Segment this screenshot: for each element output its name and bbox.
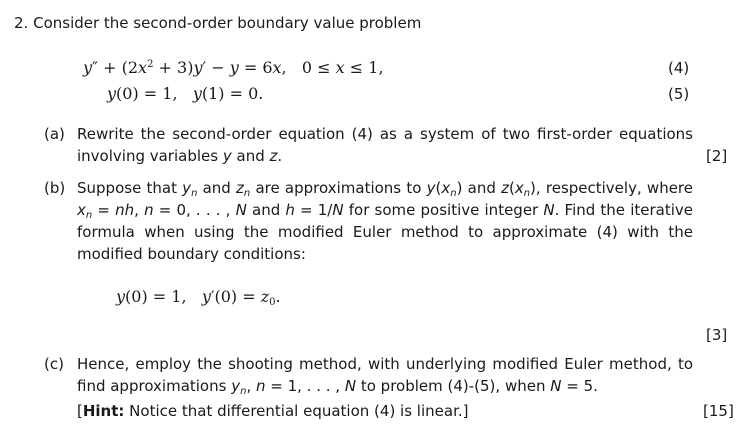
part-c-hint: [Hint: Notice that differential equation (4) is linear.]	[77, 402, 469, 420]
equation-label-5: (5)	[668, 85, 690, 103]
equation-label-4: (4)	[668, 59, 690, 77]
part-c-label: (c)	[44, 355, 64, 373]
part-b-marks: [3]	[706, 326, 728, 344]
part-a-label: (a)	[44, 125, 65, 143]
part-b-label: (b)	[44, 179, 66, 197]
part-c-text: Hence, employ the shooting method, with underlying modified Euler method, to find approximations $y_n$, n = 1, . . . , N to problem (4)-(5), when N = 5.	[77, 355, 693, 397]
modified-boundary-conditions: y(0) = 1, $y'(0) = z_0$.	[116, 287, 281, 308]
ode-equation: $y'' + (2x^2 + 3)y' - y = 6x$, 0 ≤ x ≤ 1,	[83, 58, 384, 77]
part-a-marks: [2]	[706, 147, 728, 165]
part-c-marks: [15]	[703, 402, 734, 420]
problem-header	[14, 13, 421, 33]
problem-intro: Consider the second-order boundary value problem	[33, 14, 422, 32]
problem-number: 2.	[14, 14, 29, 32]
hint-label: Hint:	[82, 402, 125, 420]
boundary-conditions: y(0) = 1, y(1) = 0.	[107, 84, 264, 103]
part-a-text: Rewrite the second-order equation (4) as a system of two first-order equations involving variables y and z.	[77, 125, 693, 165]
part-b-text: Suppose that $y_n$ and $z_n$ are approximations to $y(x_n)$ and $z(x_n)$, respectively, where $x_n$ = nh, n = 0, . . . , N and h = 1/N for some positive integer N. Find the iterative formula when using the modified Euler method to approximate (4) with the modified boundary conditions:	[77, 179, 693, 263]
